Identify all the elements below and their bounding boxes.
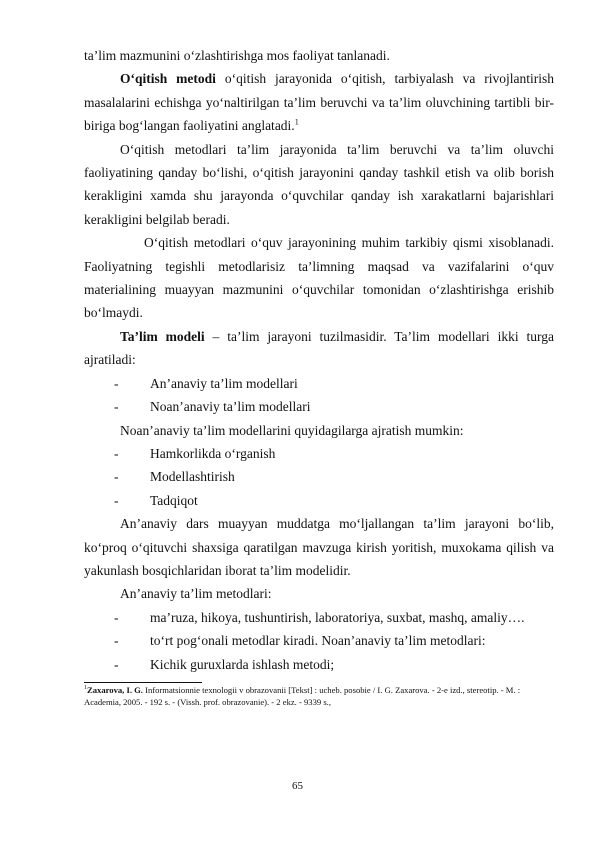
list-item-text: An’anaviy ta’lim modellari bbox=[150, 375, 298, 391]
list-dash: - bbox=[114, 656, 119, 672]
list-item-text: to‘rt pog‘onali metodlar kiradi. Noan’anaviy ta’lim metodlari: bbox=[150, 633, 486, 649]
list-item bbox=[84, 372, 554, 395]
list-item bbox=[84, 653, 554, 676]
list-dash: - bbox=[114, 399, 119, 415]
page-number: 65 bbox=[292, 780, 303, 792]
list-dash: - bbox=[114, 445, 119, 461]
footnote-separator bbox=[84, 682, 202, 683]
list-dash: - bbox=[114, 633, 119, 649]
list-item bbox=[84, 629, 554, 652]
list-dash: - bbox=[114, 609, 119, 625]
definition-education-model: – ta’lim jarayoni tuzilmasidir. Ta’lim modellari ikki turga ajratiladi: bbox=[84, 328, 554, 368]
footnote-text: Informatsionnie texnologii v obrazovanii [Tekst] : ucheb. posobie / I. G. Zaxarova. - 2-e izd., stereotip. - M. : Academia, 2005. - 192 s. - (Vissh. prof. obrazovanie). - 2 ekz. - 9339 s., bbox=[84, 684, 521, 708]
list-item-text: Hamkorlikda o‘rganish bbox=[150, 445, 276, 461]
footnote-ref[interactable]: 1 bbox=[294, 117, 299, 127]
list-item bbox=[84, 442, 554, 465]
footnote bbox=[84, 684, 554, 709]
definition-teaching-method: o‘qitish jarayonida o‘qitish, tarbiyalash va rivojlantirish masalalarini echishga yo‘naltirilgan ta’lim beruvchi va ta’lim oluvchining tartibli bir-biriga bog‘langan faoliyatini anglatadi. bbox=[84, 71, 555, 134]
list-item-text: ma’ruza, hikoya, tushuntirish, laboratoriya, suxbat, mashq, amaliy…. bbox=[150, 609, 525, 625]
list-item-text: Tadqiqot bbox=[150, 492, 198, 508]
paragraph-teaching-method bbox=[84, 67, 554, 137]
paragraph-nontraditional-intro: Noan’anaviy ta’lim modellarini quyidagilarga ajratish mumkin: bbox=[120, 422, 464, 438]
term-education-model: Ta’lim modeli bbox=[120, 328, 205, 344]
list-item-text: Noan’anaviy ta’lim modellari bbox=[150, 399, 311, 415]
paragraph-continuation: ta’lim mazmunini o‘zlashtirishga mos faoliyat tanlanadi. bbox=[84, 48, 390, 63]
paragraph-traditional-methods: An’anaviy ta’lim metodlari: bbox=[120, 586, 272, 602]
list-item bbox=[84, 465, 554, 488]
list-item bbox=[84, 395, 554, 418]
list-item-text: Kichik guruxlarda ishlash metodi; bbox=[150, 656, 335, 672]
footnote-number: 1 bbox=[84, 685, 87, 692]
paragraph-traditional-lesson: An’anaviy dars muayyan muddatga mo‘ljallangan ta’lim jarayoni bo‘lib, ko‘proq o‘qituvchi shaxsiga qaratilgan mavzuga kirish yoritish, muxokama qilish va yakunlash bosqichlaridan iborat ta’lim modelidir. bbox=[84, 516, 554, 578]
list-item bbox=[84, 606, 554, 629]
list-item bbox=[84, 489, 554, 512]
footnote-author: Zaxarova, I. G. bbox=[87, 684, 143, 695]
paragraph-education-model bbox=[84, 325, 554, 372]
document-body bbox=[84, 44, 554, 709]
list-dash: - bbox=[114, 469, 119, 485]
list-dash: - bbox=[114, 375, 119, 391]
paragraph-methods-importance: O‘qitish metodlari o‘quv jarayonining muhim tarkibiy qismi xisoblanadi. Faoliyatning tegishli metodlarisiz ta’limning maqsad va vazifalarini o‘quv materialining muayyan mazmunini o‘quvchilar tomonidan o‘zlashtirishga erishib bo‘lmaydi. bbox=[84, 235, 554, 321]
list-dash: - bbox=[114, 492, 119, 508]
paragraph-methods-role: O‘qitish metodlari ta’lim jarayonida ta’lim beruvchi va ta’lim oluvchi faoliyatining qanday bo‘lishi, o‘qitish jarayonini qanday tashkil etish va olib borish kerakligini xamda shu jarayonda o‘quvchilar qanday ish xarakatlarni bajarishlari kerakligini belgilab beradi. bbox=[84, 141, 554, 227]
term-teaching-method: O‘qitish metodi bbox=[120, 71, 216, 87]
list-item-text: Modellashtirish bbox=[150, 469, 235, 485]
